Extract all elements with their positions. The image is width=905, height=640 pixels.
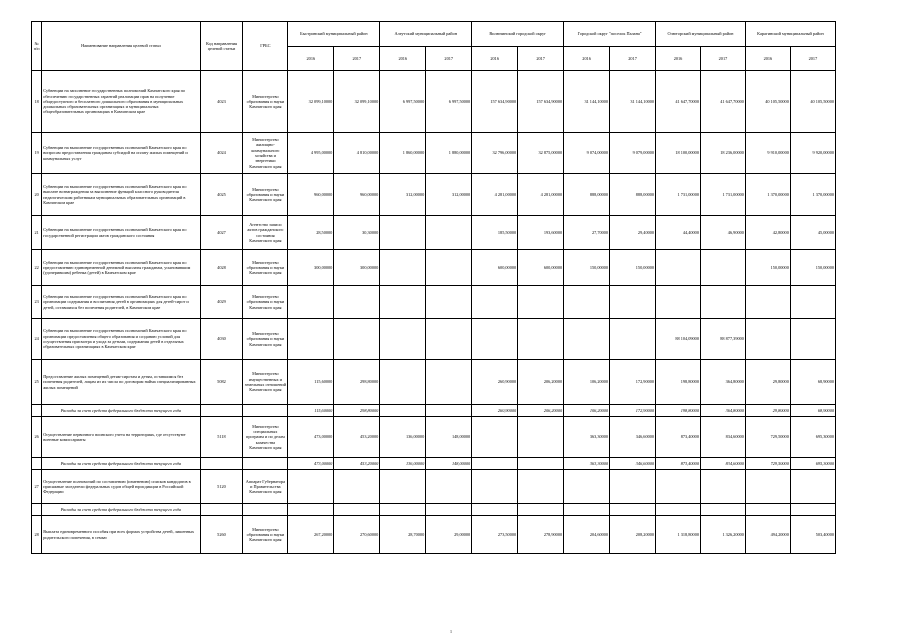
- value-cell: [790, 286, 835, 319]
- table-row: [32, 417, 836, 458]
- value-cell: [472, 286, 518, 319]
- value-cell: 270,60000: [334, 516, 380, 554]
- header-district: Олюторский муниципальный район: [656, 22, 746, 47]
- value-cell: 267,20000: [288, 516, 334, 554]
- value-cell: [745, 319, 790, 360]
- row-number: [32, 504, 42, 516]
- value-cell: 346,60000: [610, 458, 656, 470]
- row-code: 4030: [200, 319, 243, 360]
- value-cell: [334, 504, 380, 516]
- value-cell: [380, 216, 426, 250]
- row-number: 27: [32, 470, 42, 504]
- row-number: 25: [32, 360, 42, 405]
- value-cell: [790, 319, 835, 360]
- header-code: Код направления целевой статьи: [200, 22, 243, 71]
- value-cell: 363,30000: [564, 417, 610, 458]
- header-year: 2017: [518, 47, 564, 71]
- value-cell: 136,00000: [380, 417, 426, 458]
- row-name: Осуществление полномочий по составлению (изменению) списков кандидатов в присяжные заседатели федеральных судов общей юрисдикции в Российской Федерации: [42, 470, 200, 504]
- value-cell: 1 860,00000: [380, 133, 426, 174]
- value-cell: [288, 286, 334, 319]
- value-cell: 9 920,00000: [790, 133, 835, 174]
- row-grbs: Министерство жилищно-коммунального хозяйства и энергетики Камчатского края: [243, 133, 288, 174]
- subtotal-label: Расходы за счет средств федерального бюджета текущего года: [42, 405, 200, 417]
- row-name: Субвенции на выполнение государственных полномочий Камчатского края по организации содержания и воспитания детей в организациях для детей-сирот и детей, оставшихся без попечения родителей, в Камчатском крае: [42, 286, 200, 319]
- value-cell: 6 997,50000: [380, 71, 426, 133]
- subtotal-row: [32, 405, 836, 417]
- value-cell: 28,50000: [288, 216, 334, 250]
- subtotal-row: [32, 458, 836, 470]
- value-cell: 106,20000: [564, 360, 610, 405]
- row-name: Предоставление жилых помещений детям-сиротам и детям, оставшимся без попечения родителей, лицам из их числа по договорам найма специализированных жилых помещений: [42, 360, 200, 405]
- value-cell: [380, 360, 426, 405]
- budget-table: [31, 21, 836, 554]
- value-cell: [745, 470, 790, 504]
- row-number: [32, 405, 42, 417]
- row-number: 22: [32, 250, 42, 286]
- row-grbs: Аппарат Губернатора и Правительства Камчатского края: [243, 470, 288, 504]
- value-cell: 44,40000: [656, 216, 701, 250]
- value-cell: 46,90000: [700, 216, 745, 250]
- value-cell: 31 144,10000: [610, 71, 656, 133]
- value-cell: [656, 286, 701, 319]
- row-number: [32, 458, 42, 470]
- value-cell: 453,20000: [334, 417, 380, 458]
- value-cell: 206,20000: [518, 360, 564, 405]
- value-cell: 68,90000: [790, 405, 835, 417]
- row-grbs: Министерство образования и науки Камчатского края: [243, 71, 288, 133]
- row-code: 4029: [200, 286, 243, 319]
- value-cell: [656, 250, 701, 286]
- value-cell: 260,90000: [472, 405, 518, 417]
- value-cell: 88 104,09000: [656, 319, 701, 360]
- value-cell: [745, 286, 790, 319]
- table-row: [32, 360, 836, 405]
- value-cell: [472, 417, 518, 458]
- header-num: № п/п: [32, 22, 42, 71]
- table-row: [32, 516, 836, 554]
- value-cell: [380, 470, 426, 504]
- header-district: Алеутский муниципальный район: [380, 22, 472, 47]
- subtotal-label: Расходы за счет средств федерального бюджета текущего года: [42, 458, 200, 470]
- row-code: 4023: [200, 71, 243, 133]
- header-row-districts: [32, 22, 836, 47]
- row-name: Субвенции на заполнение государственных полномочий Камчатского края по обеспечению государственных гарантий реализации прав на получение общедоступного и бесплатного дошкольного образования в муниципальных дошкольных образовательных организациях и муниципальных общеобразовательных организациях в Камчатском крае: [42, 71, 200, 133]
- value-cell: 473,00000: [288, 417, 334, 458]
- value-cell: 473,00000: [288, 458, 334, 470]
- table-row: [32, 250, 836, 286]
- value-cell: 600,00000: [518, 250, 564, 286]
- value-cell: 204,60000: [564, 516, 610, 554]
- row-code: 5082: [200, 360, 243, 405]
- value-cell: 150,00000: [790, 250, 835, 286]
- value-cell: 873,40000: [656, 417, 701, 458]
- header-year: 2016: [472, 47, 518, 71]
- value-cell: 68,90000: [790, 360, 835, 405]
- value-cell: 29,80000: [745, 360, 790, 405]
- value-cell: 4 995,00000: [288, 133, 334, 174]
- row-code: 4025: [200, 174, 243, 216]
- value-cell: 1 370,00000: [790, 174, 835, 216]
- row-grbs: [243, 405, 288, 417]
- header-year: 2016: [288, 47, 334, 71]
- page-number: 1: [450, 629, 452, 634]
- row-number: 21: [32, 216, 42, 250]
- value-cell: 300,00000: [288, 250, 334, 286]
- value-cell: 298,80000: [334, 405, 380, 417]
- value-cell: [610, 504, 656, 516]
- value-cell: 364,80000: [700, 405, 745, 417]
- value-cell: [564, 319, 610, 360]
- table-row: [32, 133, 836, 174]
- value-cell: [518, 470, 564, 504]
- row-name: Субвенции на выполнение государственных полномочий Камчатского края по вопросам предоставления гражданам субсидий на оплату жилых помещений и коммунальных услуг: [42, 133, 200, 174]
- table-row: [32, 71, 836, 133]
- value-cell: 40 105,50000: [745, 71, 790, 133]
- value-cell: 4 281,00000: [472, 174, 518, 216]
- value-cell: [426, 286, 472, 319]
- value-cell: 148,00000: [426, 417, 472, 458]
- value-cell: 193,60000: [518, 216, 564, 250]
- row-code: [200, 458, 243, 470]
- value-cell: 695,30000: [790, 458, 835, 470]
- row-name: Осуществление первичного воинского учета на территориях, где отсутствуют военные комиссариаты: [42, 417, 200, 458]
- value-cell: 6 997,50000: [426, 71, 472, 133]
- value-cell: [426, 470, 472, 504]
- row-grbs: Министерство специальных программ и по делам казачества Камчатского края: [243, 417, 288, 458]
- row-number: 26: [32, 417, 42, 458]
- value-cell: 106,20000: [564, 405, 610, 417]
- value-cell: [426, 216, 472, 250]
- subtotal-label: Расходы за счет средств федерального бюджета текущего года: [42, 504, 200, 516]
- value-cell: [426, 319, 472, 360]
- value-cell: [564, 504, 610, 516]
- value-cell: [426, 405, 472, 417]
- value-cell: 115,60000: [288, 405, 334, 417]
- value-cell: 30,30000: [334, 216, 380, 250]
- header-district: Городской округ "поселок Палана": [564, 22, 656, 47]
- row-code: 5118: [200, 417, 243, 458]
- value-cell: 40 105,50000: [790, 71, 835, 133]
- value-cell: [288, 504, 334, 516]
- value-cell: [288, 319, 334, 360]
- row-number: 24: [32, 319, 42, 360]
- row-name: Субвенции на выполнение государственных полномочий Камчатского края по государственной регистрации актов гражданского состояния: [42, 216, 200, 250]
- row-number: 18: [32, 71, 42, 133]
- value-cell: 1 326,20000: [700, 516, 745, 554]
- value-cell: 32 796,00000: [472, 133, 518, 174]
- value-cell: 32 099,10000: [334, 71, 380, 133]
- value-cell: 29,00000: [426, 516, 472, 554]
- value-cell: [518, 417, 564, 458]
- row-name: Выплата единовременного пособия при всех формах устройства детей, лишенных родительского попечения, в семью: [42, 516, 200, 554]
- table-body: [32, 71, 836, 554]
- value-cell: 873,40000: [656, 458, 701, 470]
- value-cell: 31 144,10000: [564, 71, 610, 133]
- value-cell: [518, 286, 564, 319]
- value-cell: 185,50000: [472, 216, 518, 250]
- value-cell: 150,00000: [564, 250, 610, 286]
- document-page: [31, 21, 836, 554]
- value-cell: 27,70000: [564, 216, 610, 250]
- header-year: 2017: [426, 47, 472, 71]
- value-cell: 364,80000: [700, 360, 745, 405]
- header-name: Наименование направления целевой статьи: [42, 22, 200, 71]
- value-cell: 88 877,39000: [700, 319, 745, 360]
- value-cell: 150,00000: [610, 250, 656, 286]
- value-cell: 45,00000: [790, 216, 835, 250]
- value-cell: 888,00000: [564, 174, 610, 216]
- value-cell: 312,00000: [426, 174, 472, 216]
- row-grbs: Министерство образования и науки Камчатского края: [243, 319, 288, 360]
- value-cell: 260,90000: [472, 360, 518, 405]
- row-grbs: Министерство образования и науки Камчатского края: [243, 516, 288, 554]
- value-cell: 298,80000: [334, 360, 380, 405]
- row-code: 4027: [200, 216, 243, 250]
- row-grbs: Министерство имущественных и земельных отношений Камчатского края: [243, 360, 288, 405]
- row-code: [200, 405, 243, 417]
- value-cell: [700, 504, 745, 516]
- value-cell: 115,60000: [288, 360, 334, 405]
- value-cell: 29,40000: [610, 216, 656, 250]
- value-cell: 198,80000: [656, 360, 701, 405]
- value-cell: [288, 470, 334, 504]
- value-cell: 9 079,00000: [610, 133, 656, 174]
- value-cell: [700, 286, 745, 319]
- value-cell: [518, 319, 564, 360]
- table-row: [32, 470, 836, 504]
- subtotal-row: [32, 504, 836, 516]
- value-cell: 960,00000: [334, 174, 380, 216]
- row-code: 4024: [200, 133, 243, 174]
- row-code: 5260: [200, 516, 243, 554]
- value-cell: 453,20000: [334, 458, 380, 470]
- value-cell: [472, 504, 518, 516]
- value-cell: [564, 286, 610, 319]
- value-cell: 600,00000: [472, 250, 518, 286]
- value-cell: 208,20000: [610, 516, 656, 554]
- row-grbs: Министерство образования и науки Камчатского края: [243, 174, 288, 216]
- value-cell: 312,00000: [380, 174, 426, 216]
- value-cell: 1 318,80000: [656, 516, 701, 554]
- value-cell: [656, 470, 701, 504]
- header-year: 2017: [790, 47, 835, 71]
- value-cell: 363,30000: [564, 458, 610, 470]
- value-cell: [334, 286, 380, 319]
- value-cell: [700, 470, 745, 504]
- row-grbs: Агентство записи актов гражданского состояния Камчатского края: [243, 216, 288, 250]
- value-cell: [380, 286, 426, 319]
- value-cell: 1 880,00000: [426, 133, 472, 174]
- value-cell: 136,00000: [380, 458, 426, 470]
- value-cell: [518, 458, 564, 470]
- row-grbs: [243, 504, 288, 516]
- value-cell: 346,60000: [610, 417, 656, 458]
- row-name: Субвенции на выполнение государственных полномочий Камчатского края по предоставлению единовременной денежной выплаты гражданам, усыновившим (удочерившим) ребенка (детей) в Камчатском крае: [42, 250, 200, 286]
- value-cell: [334, 470, 380, 504]
- value-cell: 729,50000: [745, 417, 790, 458]
- row-name: Субвенции на выполнение государственных полномочий Камчатского края по выплате вознаграждения за выполнение функций классного руководителя педагогическим работникам муниципальных образовательных организаций в Камчатском крае: [42, 174, 200, 216]
- value-cell: 834,60000: [700, 458, 745, 470]
- header-district: Карагинский муниципальный район: [745, 22, 835, 47]
- value-cell: [656, 504, 701, 516]
- value-cell: [700, 250, 745, 286]
- row-number: 23: [32, 286, 42, 319]
- value-cell: 960,00000: [288, 174, 334, 216]
- table-row: [32, 174, 836, 216]
- header-district: Вилючинский городской округ: [472, 22, 564, 47]
- row-number: 20: [32, 174, 42, 216]
- value-cell: 172,90000: [610, 405, 656, 417]
- value-cell: 198,80000: [656, 405, 701, 417]
- value-cell: 28,70000: [380, 516, 426, 554]
- value-cell: [334, 319, 380, 360]
- table-row: [32, 319, 836, 360]
- value-cell: [472, 458, 518, 470]
- value-cell: [564, 470, 610, 504]
- header-year: 2016: [745, 47, 790, 71]
- value-cell: [745, 504, 790, 516]
- value-cell: [426, 250, 472, 286]
- value-cell: 41 647,70000: [700, 71, 745, 133]
- table-row: [32, 216, 836, 250]
- value-cell: [380, 319, 426, 360]
- value-cell: [610, 319, 656, 360]
- value-cell: 42,80000: [745, 216, 790, 250]
- value-cell: [380, 250, 426, 286]
- value-cell: 4 281,00000: [518, 174, 564, 216]
- value-cell: 41 647,70000: [656, 71, 701, 133]
- header-year: 2016: [564, 47, 610, 71]
- row-code: 5120: [200, 470, 243, 504]
- header-year: 2017: [334, 47, 380, 71]
- value-cell: 150,00000: [745, 250, 790, 286]
- value-cell: [426, 360, 472, 405]
- value-cell: 206,20000: [518, 405, 564, 417]
- row-grbs: Министерство образования и науки Камчатского края: [243, 286, 288, 319]
- value-cell: [472, 470, 518, 504]
- value-cell: 729,50000: [745, 458, 790, 470]
- value-cell: 300,00000: [334, 250, 380, 286]
- header-year: 2016: [656, 47, 701, 71]
- row-grbs: [243, 458, 288, 470]
- value-cell: 172,90000: [610, 360, 656, 405]
- value-cell: 157 634,90000: [472, 71, 518, 133]
- value-cell: [426, 504, 472, 516]
- value-cell: 1 731,00000: [700, 174, 745, 216]
- row-code: 4028: [200, 250, 243, 286]
- value-cell: [380, 504, 426, 516]
- row-grbs: Министерство образования и науки Камчатского края: [243, 250, 288, 286]
- value-cell: 888,00000: [610, 174, 656, 216]
- value-cell: [790, 470, 835, 504]
- value-cell: [518, 504, 564, 516]
- value-cell: 834,60000: [700, 417, 745, 458]
- value-cell: 157 634,90000: [518, 71, 564, 133]
- header-year: 2017: [610, 47, 656, 71]
- row-name: Субвенции на выполнение государственных полномочий Камчатского края по организации предоставления общего образования и созданию условий для осуществления присмотра и ухода за детьми, содержания детей в отдельных образовательных организациях в Камчатском крае: [42, 319, 200, 360]
- value-cell: 9 074,00000: [564, 133, 610, 174]
- value-cell: 9 910,00000: [745, 133, 790, 174]
- value-cell: 1 731,00000: [656, 174, 701, 216]
- row-number: 28: [32, 516, 42, 554]
- header-year: 2016: [380, 47, 426, 71]
- value-cell: 18 100,00000: [656, 133, 701, 174]
- header-year: 2017: [700, 47, 745, 71]
- value-cell: [610, 286, 656, 319]
- value-cell: 695,30000: [790, 417, 835, 458]
- value-cell: 494,20000: [745, 516, 790, 554]
- table-row: [32, 286, 836, 319]
- value-cell: 148,00000: [426, 458, 472, 470]
- value-cell: 503,40000: [790, 516, 835, 554]
- value-cell: 4 810,00000: [334, 133, 380, 174]
- header-grbs: ГРБС: [243, 22, 288, 71]
- row-number: 19: [32, 133, 42, 174]
- value-cell: 32 875,00000: [518, 133, 564, 174]
- value-cell: [790, 504, 835, 516]
- row-code: [200, 504, 243, 516]
- value-cell: 18 236,00000: [700, 133, 745, 174]
- value-cell: 1 370,00000: [745, 174, 790, 216]
- value-cell: 32 099,10000: [288, 71, 334, 133]
- value-cell: [610, 470, 656, 504]
- value-cell: [380, 405, 426, 417]
- value-cell: 278,90000: [518, 516, 564, 554]
- header-district: Быстринский муниципальный район: [288, 22, 380, 47]
- value-cell: 273,50000: [472, 516, 518, 554]
- value-cell: 29,80000: [745, 405, 790, 417]
- value-cell: [472, 319, 518, 360]
